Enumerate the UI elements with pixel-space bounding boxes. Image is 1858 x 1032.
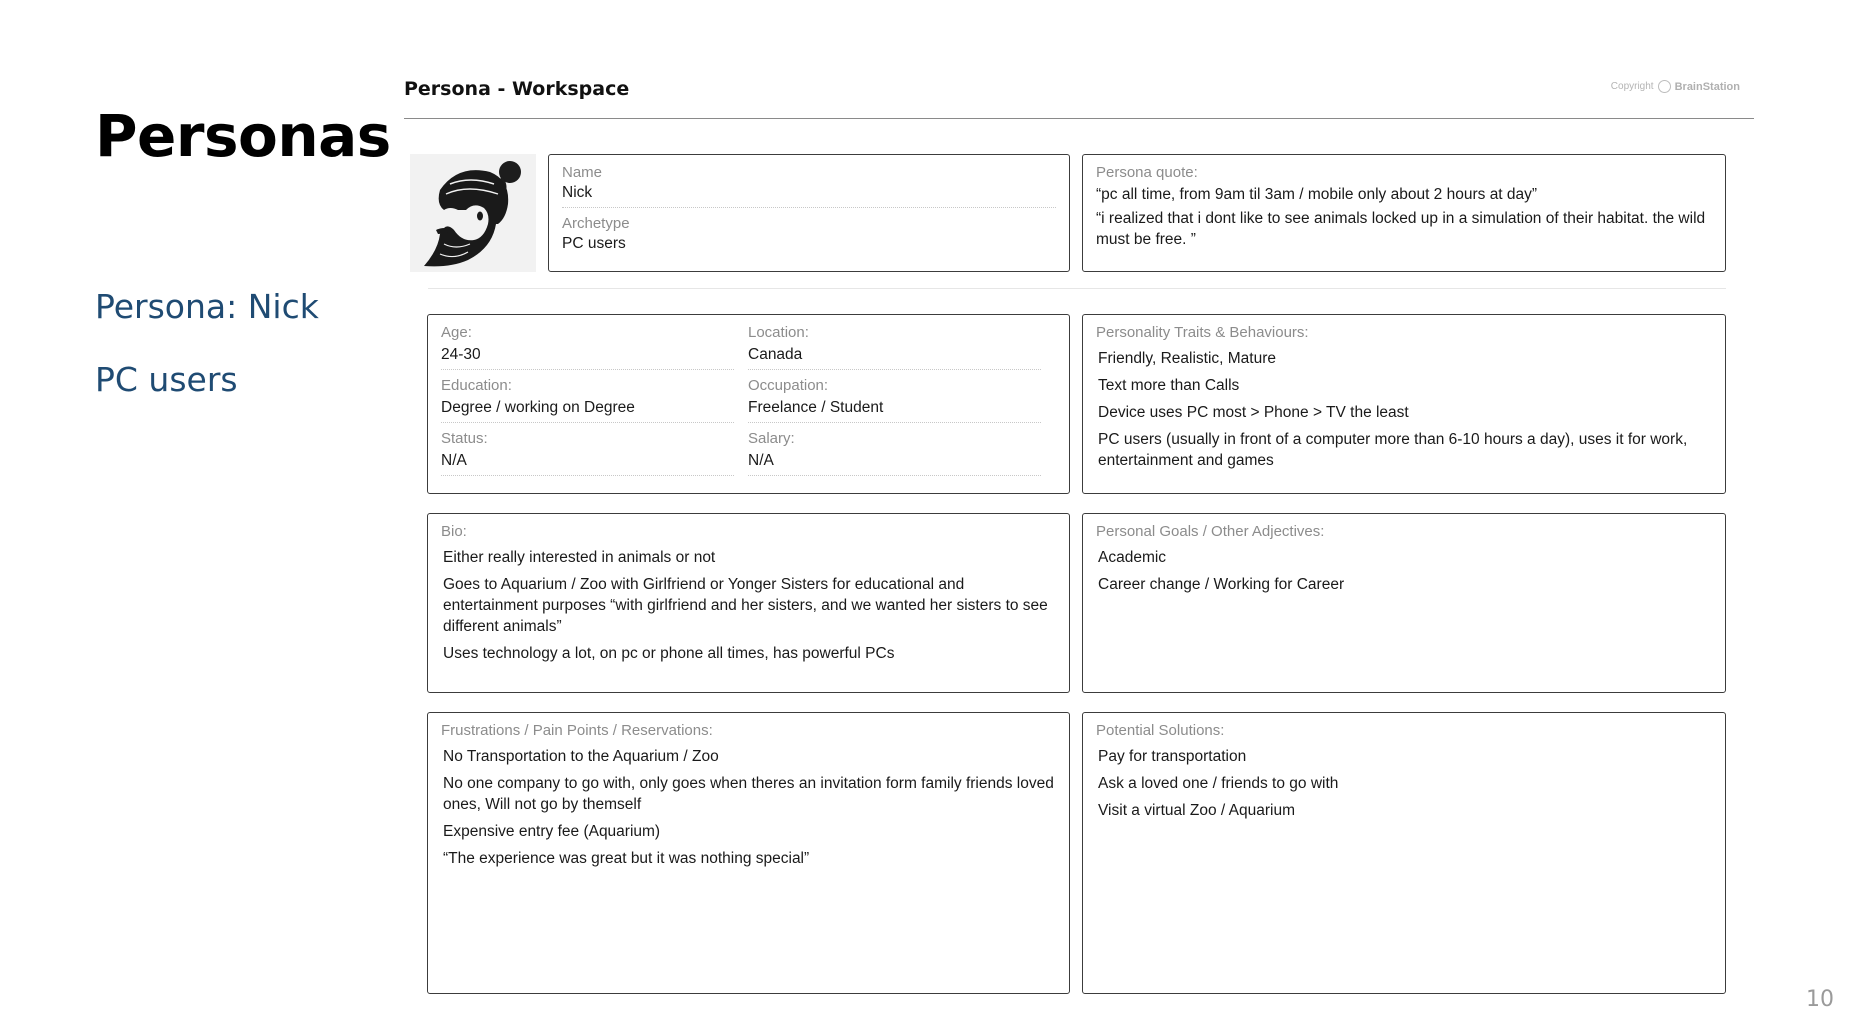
occupation-value: Freelance / Student [748, 399, 884, 416]
identity-card [548, 154, 1070, 272]
bio-card [427, 513, 1070, 693]
location-label: Location: [748, 324, 809, 341]
section-divider [428, 288, 1726, 289]
age-label: Age: [441, 324, 472, 341]
list-item: Visit a virtual Zoo / Aquarium [1098, 802, 1295, 819]
name-value: Nick [562, 184, 593, 201]
occupation-field [748, 376, 1041, 423]
name-label: Name [562, 164, 603, 181]
occupation-label: Occupation: [748, 377, 829, 394]
name-field [562, 163, 1056, 208]
copyright-notice [1611, 80, 1740, 93]
age-value: 24-30 [441, 346, 481, 363]
location-value: Canada [748, 346, 803, 363]
archetype-label: Archetype [562, 215, 630, 232]
education-field [441, 376, 734, 423]
frustrations-card [427, 712, 1070, 994]
list-item: Goes to Aquarium / Zoo with Girlfriend or Yonger Sisters for educational and entertainment purposes “with girlfriend and her sisters, and we wanted her sisters to see different animals” [443, 576, 1048, 635]
list-item: Either really interested in animals or not [443, 549, 716, 566]
persona-name-heading: Persona: Nick [95, 287, 319, 326]
list-item: No Transportation to the Aquarium / Zoo [443, 748, 719, 765]
solutions-label: Potential Solutions: [1096, 722, 1225, 739]
brand-name: BrainStation [1674, 80, 1740, 93]
persona-archetype-heading: PC users [95, 360, 238, 399]
age-field [441, 323, 734, 370]
workspace-title: Persona - Workspace [404, 78, 630, 100]
list-item: Uses technology a lot, on pc or phone all times, has powerful PCs [443, 645, 895, 662]
list-item: Friendly, Realistic, Mature [1098, 350, 1277, 367]
salary-label: Salary: [748, 430, 795, 447]
slide-title: Personas [95, 102, 391, 170]
list-item: Expensive entry fee (Aquarium) [443, 823, 661, 840]
education-value: Degree / working on Degree [441, 399, 635, 416]
status-field [441, 429, 734, 476]
traits-label: Personality Traits & Behaviours: [1096, 324, 1309, 341]
list-item: Academic [1098, 549, 1167, 566]
persona-avatar [410, 154, 536, 272]
list-item: No one company to go with, only goes when theres an invitation form family friends loved ones, Will not go by themself [443, 775, 1054, 813]
man-bun-bearded-profile-icon [410, 154, 536, 272]
brainstation-logo-icon [1658, 80, 1671, 93]
personality-traits-card [1082, 314, 1726, 494]
demographics-card [427, 314, 1070, 494]
status-value: N/A [441, 452, 467, 469]
potential-solutions-card [1082, 712, 1726, 994]
archetype-field [562, 214, 1056, 258]
bio-label: Bio: [441, 523, 467, 540]
quote-label: Persona quote: [1096, 164, 1198, 181]
archetype-value: PC users [562, 235, 626, 252]
list-item: “The experience was great but it was nothing special” [443, 850, 810, 867]
persona-quote-card [1082, 154, 1726, 272]
location-field [748, 323, 1041, 370]
workspace-header [404, 76, 1754, 119]
salary-value: N/A [748, 452, 774, 469]
quote-line: “pc all time, from 9am til 3am / mobile only about 2 hours at day” [1096, 186, 1538, 203]
salary-field [748, 429, 1041, 476]
goals-label: Personal Goals / Other Adjectives: [1096, 523, 1325, 540]
personal-goals-card [1082, 513, 1726, 693]
page-number: 10 [1806, 987, 1834, 1012]
list-item: Ask a loved one / friends to go with [1098, 775, 1339, 792]
education-label: Education: [441, 377, 512, 394]
list-item: Device uses PC most > Phone > TV the least [1098, 404, 1409, 421]
quote-line: “i realized that i dont like to see animals locked up in a simulation of their habitat. the wild must be free. ” [1096, 210, 1706, 248]
copyright-label: Copyright [1610, 81, 1654, 92]
list-item: Text more than Calls [1098, 377, 1240, 394]
list-item: Career change / Working for Career [1098, 576, 1345, 593]
status-label: Status: [441, 430, 488, 447]
list-item: Pay for transportation [1098, 748, 1247, 765]
frustrations-label: Frustrations / Pain Points / Reservations: [441, 722, 713, 739]
list-item: PC users (usually in front of a computer more than 6-10 hours a day), uses it for work, entertainment and games [1098, 431, 1688, 469]
